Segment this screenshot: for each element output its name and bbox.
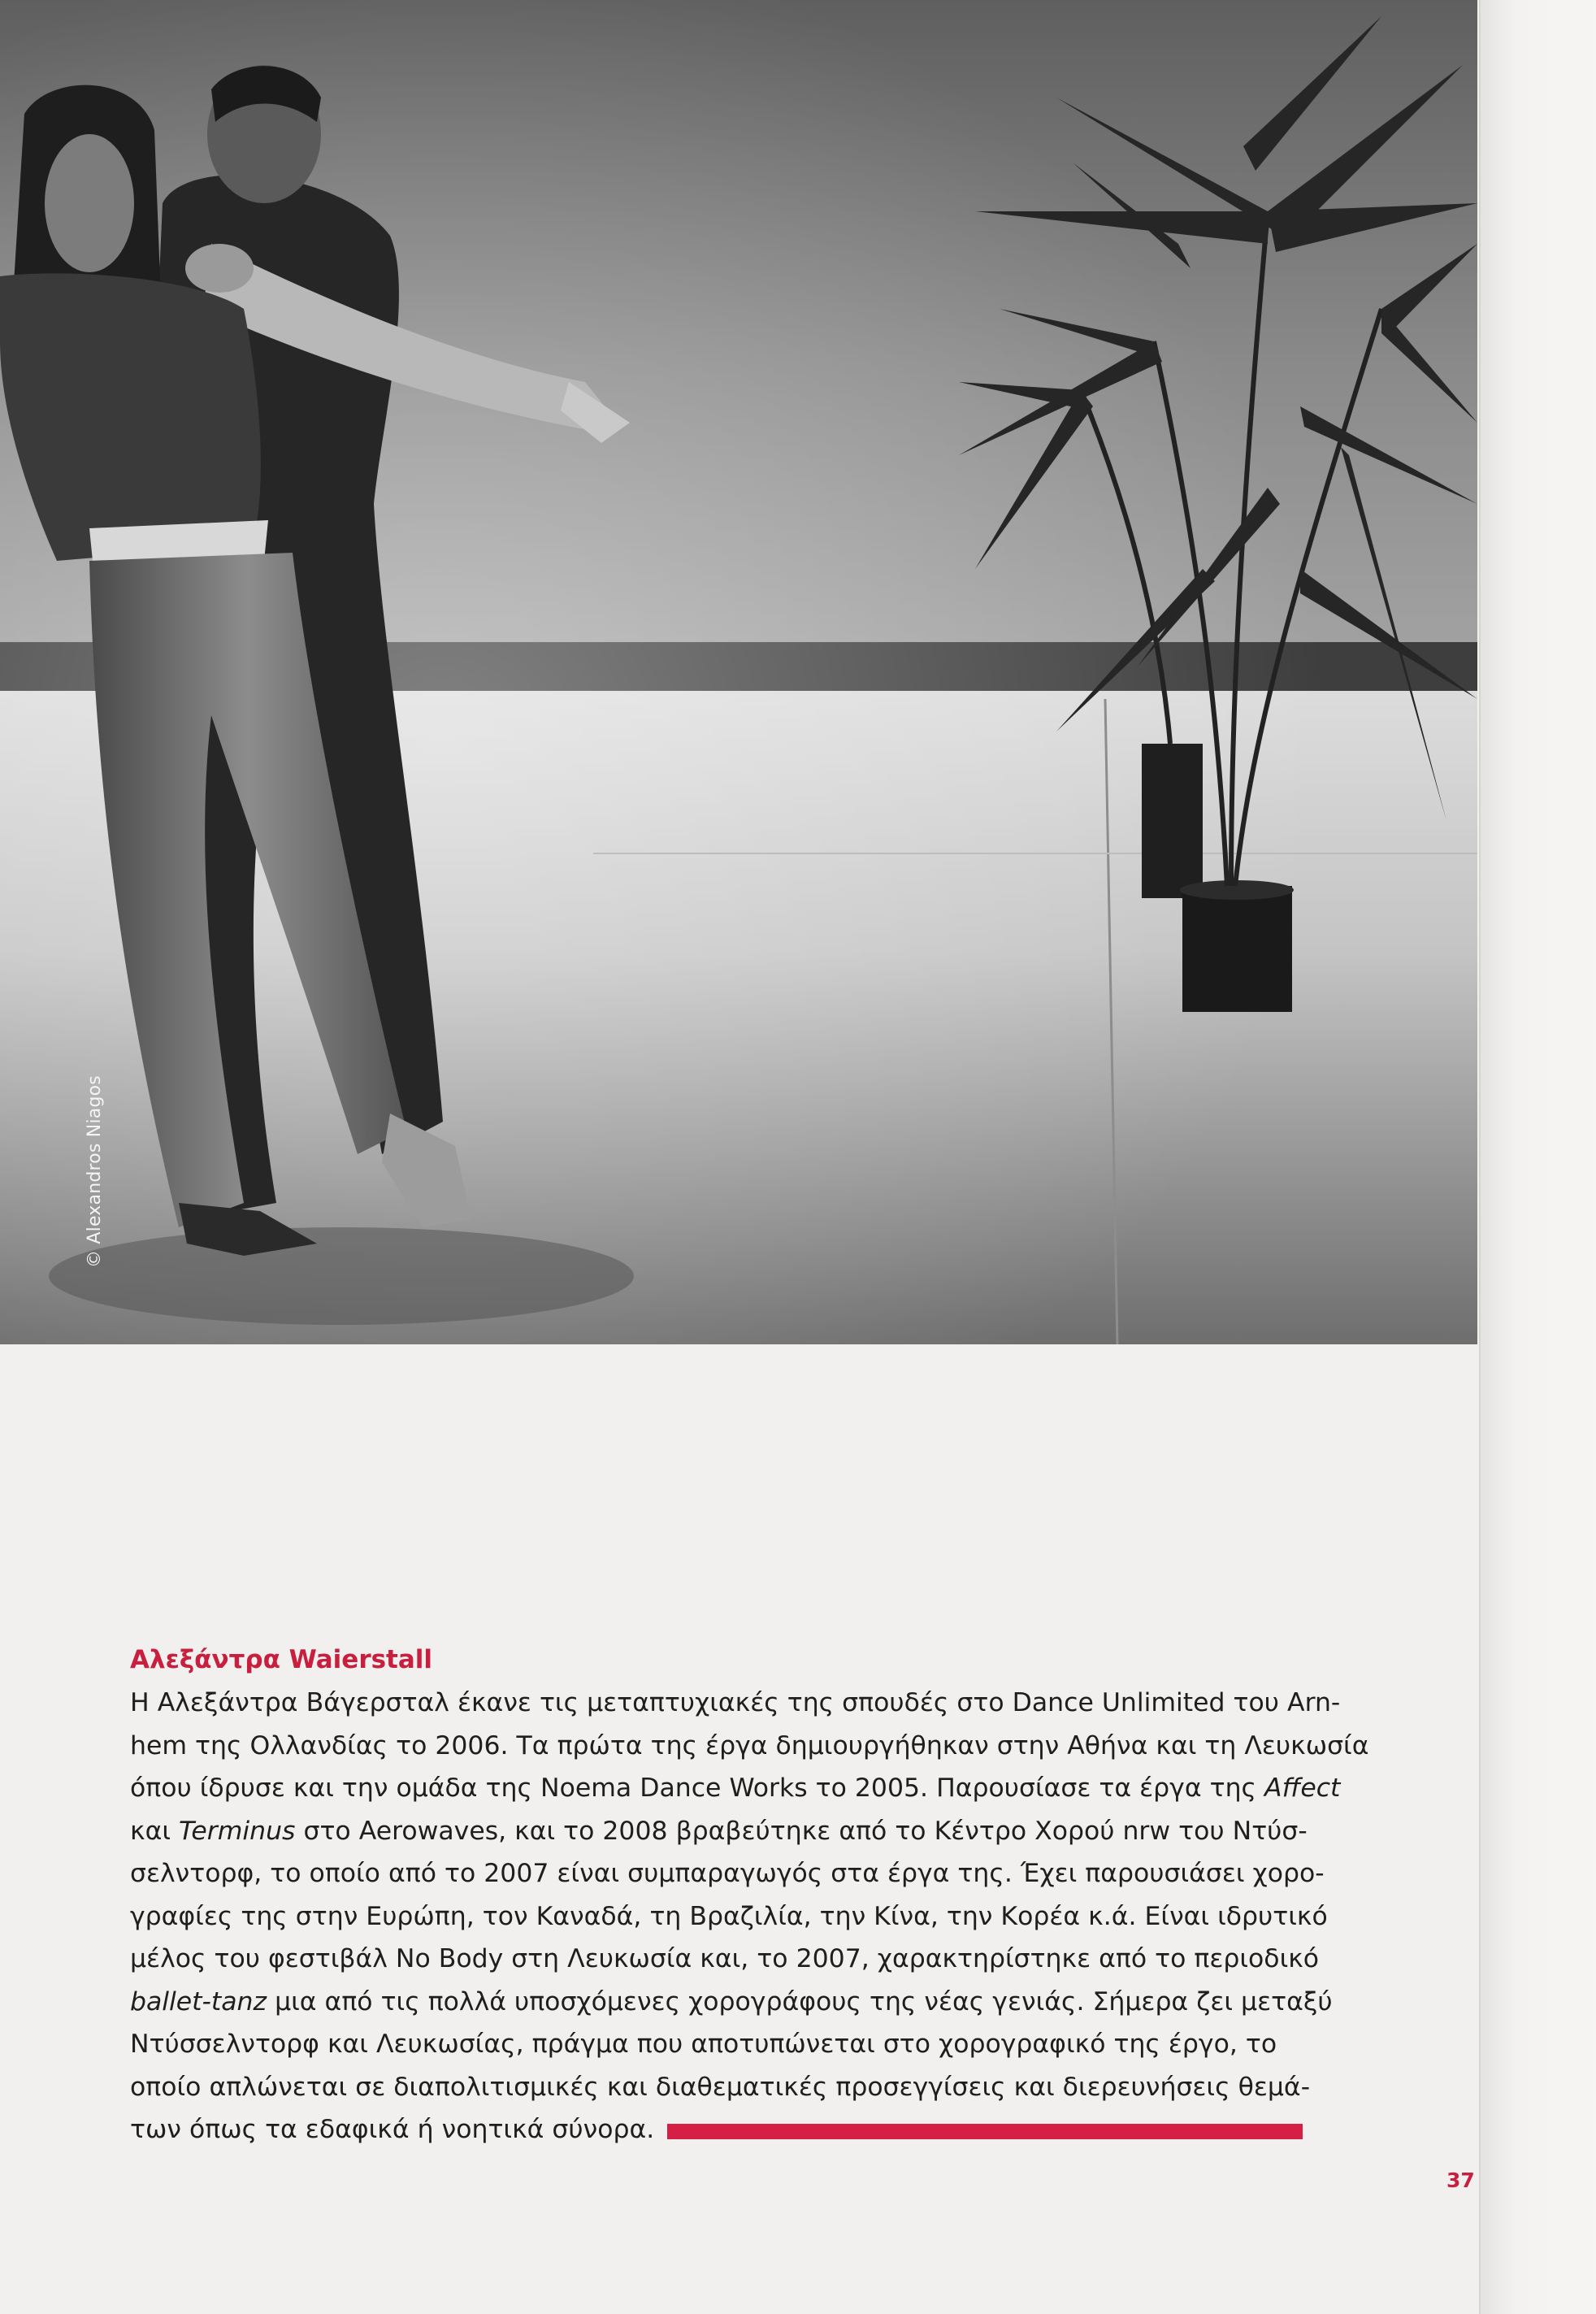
bio-line (130, 1938, 1320, 1981)
bio-line (130, 1725, 1369, 1768)
biography (130, 1645, 1369, 2151)
bio-text-segment: Ντύσσελντορφ και Λευκωσίας, πράγμα που αποτυπώνεται στο χορογραφικό της έργο, το (130, 2030, 1277, 2060)
bio-line (130, 1682, 1341, 1725)
bio-text-segment: σελντορφ, το οποίο από το 2007 είναι συμπαραγωγός στα έργα της. Έχει παρουσιάσει χορο- (130, 1859, 1325, 1889)
photo-credit: © Alexandros Niagos (85, 1075, 105, 1268)
bio-text-segment: μια από τις πολλά υποσχόμενες χορογράφους της νέας γενιάς. Σήμερα ζει μεταξύ (267, 1986, 1333, 2017)
bio-text-segment: μέλος του φεστιβάλ No Body στη Λευκωσία και, το 2007, χαρακτηρίστηκε από το περιοδικό (130, 1944, 1320, 1974)
end-rule (667, 2124, 1303, 2139)
bio-line (130, 1981, 1333, 2024)
bio-text-segment: στο Aerowaves, και το 2008 βραβεύτηκε από το Κέντρο Χορού nrw του Ντύσ- (295, 1816, 1308, 1846)
bio-line (130, 2108, 1268, 2151)
bio-text (130, 1682, 1369, 2151)
bio-text-segment: hem της Ολλανδίας το 2006. Τα πρώτα της έργα δημιουργήθηκαν στην Αθήνα και τη Λευκωσία (130, 1730, 1369, 1760)
page-number: 37 (1446, 2169, 1475, 2192)
bio-text-segment: όπου ίδρυσε και την ομάδα της Noema Dance Works το 2005. Παρουσίασε τα έργα της (130, 1773, 1265, 1804)
bio-text-segment: των όπως τα εδαφικά ή νοητικά σύνορα. (130, 2115, 655, 2145)
bio-line (130, 1810, 1308, 1853)
bio-line (130, 1767, 1341, 1810)
bio-text-segment: οποίο απλώνεται σε διαπολιτισμικές και διαθεματικές προσεγγίσεις και διερευνήσεις θεμά- (130, 2072, 1311, 2102)
magazine-title: ballet-tanz (130, 1986, 267, 2017)
bio-line (130, 2023, 1277, 2066)
page-edge (1479, 0, 1596, 2314)
bio-line (130, 2066, 1311, 2109)
bio-text-segment: Η Αλεξάντρα Βάγερσταλ έκανε τις μεταπτυχιακές της σπουδές στο Dance Unlimited του Arn- (130, 1688, 1341, 1718)
bio-text-segment: και (130, 1816, 180, 1846)
bio-line (130, 1895, 1328, 1938)
bio-text-segment: γραφίες της στην Ευρώπη, τον Καναδά, τη Βραζιλία, την Κίνα, την Κορέα κ.ά. Είναι ιδρυτικό (130, 1901, 1328, 1931)
bio-name: Αλεξάντρα Waierstall (130, 1645, 433, 1674)
work-title: Affect (1264, 1773, 1341, 1804)
bio-line (130, 1852, 1325, 1895)
work-title: Terminus (179, 1816, 296, 1846)
